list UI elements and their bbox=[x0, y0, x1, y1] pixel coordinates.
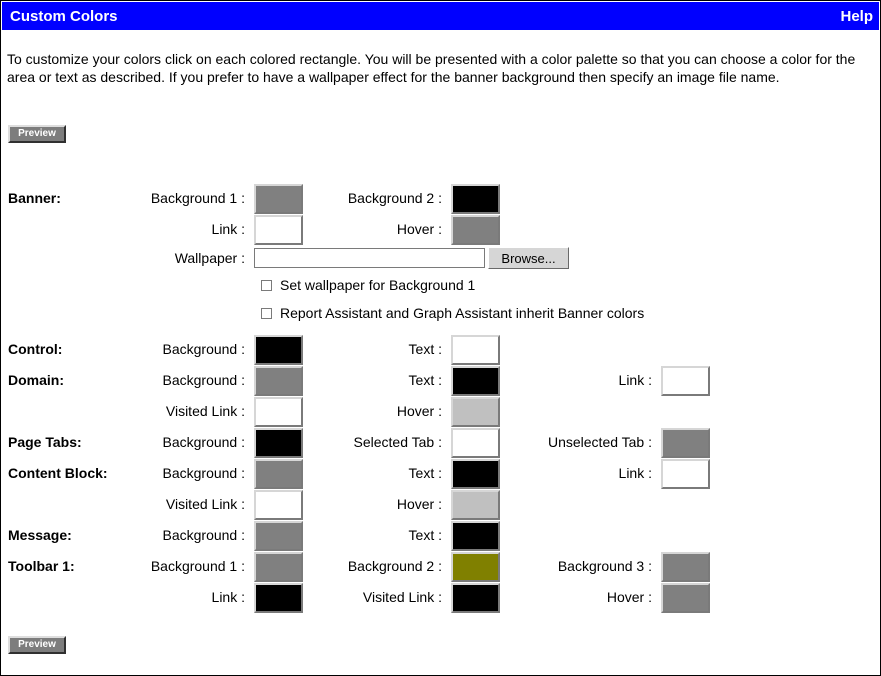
content-block-text-label: Text : bbox=[408, 465, 442, 481]
content-block-text-swatch[interactable] bbox=[451, 459, 500, 489]
content-block-link-label: Link : bbox=[618, 465, 652, 481]
title-bar bbox=[2, 2, 879, 30]
banner-background2-label: Background 2 : bbox=[347, 190, 442, 206]
content-block-visited-link-swatch[interactable] bbox=[254, 490, 303, 520]
page-title: Custom Colors bbox=[10, 8, 118, 25]
set-wallpaper-label: Set wallpaper for Background 1 bbox=[280, 277, 476, 293]
section-page-tabs: Page Tabs: bbox=[8, 434, 82, 450]
content-block-hover-swatch[interactable] bbox=[451, 490, 500, 520]
banner-hover-label: Hover : bbox=[396, 221, 442, 237]
toolbar1-hover-label: Hover : bbox=[606, 589, 652, 605]
page-tabs-unselected-tab-swatch[interactable] bbox=[661, 428, 710, 458]
preview-button-top[interactable]: Preview bbox=[8, 125, 66, 143]
banner-background2-swatch[interactable] bbox=[451, 184, 500, 214]
set-wallpaper-checkbox[interactable] bbox=[261, 280, 272, 291]
message-text-label: Text : bbox=[408, 527, 442, 543]
section-message: Message: bbox=[8, 527, 72, 543]
domain-link-label: Link : bbox=[618, 372, 652, 388]
content-block-hover-label: Hover : bbox=[396, 496, 442, 512]
banner-link-swatch[interactable] bbox=[254, 215, 303, 245]
message-text-swatch[interactable] bbox=[451, 521, 500, 551]
banner-hover-swatch[interactable] bbox=[451, 215, 500, 245]
intro-text: To customize your colors click on each colored rectangle. You will be presented with a color palette so that you can choose a color for the area or text as described. If you prefer to have a wallpaper effect for the banner background then specify an image file name. bbox=[7, 51, 856, 85]
message-background-swatch[interactable] bbox=[254, 521, 303, 551]
domain-link-swatch[interactable] bbox=[661, 366, 710, 396]
section-domain: Domain: bbox=[8, 372, 64, 388]
domain-hover-label: Hover : bbox=[396, 403, 442, 419]
toolbar1-background3-swatch[interactable] bbox=[661, 552, 710, 582]
domain-visited-link-swatch[interactable] bbox=[254, 397, 303, 427]
inherit-banner-colors-checkbox[interactable] bbox=[261, 308, 272, 319]
control-text-label: Text : bbox=[408, 341, 442, 357]
browse-button[interactable]: Browse... bbox=[488, 247, 569, 269]
content-block-background-label: Background : bbox=[162, 465, 245, 481]
domain-text-label: Text : bbox=[408, 372, 442, 388]
domain-background-label: Background : bbox=[162, 372, 245, 388]
inherit-banner-colors-label: Report Assistant and Graph Assistant inherit Banner colors bbox=[280, 305, 645, 321]
domain-visited-link-label: Visited Link : bbox=[165, 403, 245, 419]
page-tabs-selected-tab-swatch[interactable] bbox=[451, 428, 500, 458]
toolbar1-background2-swatch[interactable] bbox=[451, 552, 500, 582]
toolbar1-visited-link-label: Visited Link : bbox=[362, 589, 442, 605]
toolbar1-background3-label: Background 3 : bbox=[557, 558, 652, 574]
toolbar1-visited-link-swatch[interactable] bbox=[451, 583, 500, 613]
page-tabs-background-label: Background : bbox=[162, 434, 245, 450]
help-link[interactable]: Help bbox=[840, 8, 873, 25]
content-block-visited-link-label: Visited Link : bbox=[165, 496, 245, 512]
page-tabs-unselected-tab-label: Unselected Tab : bbox=[547, 434, 652, 450]
section-toolbar1: Toolbar 1: bbox=[8, 558, 75, 574]
page-tabs-background-swatch[interactable] bbox=[254, 428, 303, 458]
content-block-link-swatch[interactable] bbox=[661, 459, 710, 489]
wallpaper-input[interactable] bbox=[254, 248, 485, 268]
toolbar1-hover-swatch[interactable] bbox=[661, 583, 710, 613]
banner-link-label: Link : bbox=[211, 221, 245, 237]
control-text-swatch[interactable] bbox=[451, 335, 500, 365]
control-background-label: Background : bbox=[162, 341, 245, 357]
toolbar1-background1-swatch[interactable] bbox=[254, 552, 303, 582]
domain-background-swatch[interactable] bbox=[254, 366, 303, 396]
section-control: Control: bbox=[8, 341, 63, 357]
toolbar1-link-swatch[interactable] bbox=[254, 583, 303, 613]
message-background-label: Background : bbox=[162, 527, 245, 543]
wallpaper-label: Wallpaper : bbox=[174, 250, 245, 266]
section-content-block: Content Block: bbox=[8, 465, 108, 481]
toolbar1-background1-label: Background 1 : bbox=[150, 558, 245, 574]
banner-background1-label: Background 1 : bbox=[150, 190, 245, 206]
content-block-background-swatch[interactable] bbox=[254, 459, 303, 489]
banner-background1-swatch[interactable] bbox=[254, 184, 303, 214]
section-banner: Banner: bbox=[8, 190, 61, 206]
control-background-swatch[interactable] bbox=[254, 335, 303, 365]
preview-button-bottom[interactable]: Preview bbox=[8, 636, 66, 654]
toolbar1-link-label: Link : bbox=[211, 589, 245, 605]
domain-text-swatch[interactable] bbox=[451, 366, 500, 396]
toolbar1-background2-label: Background 2 : bbox=[347, 558, 442, 574]
domain-hover-swatch[interactable] bbox=[451, 397, 500, 427]
page-tabs-selected-tab-label: Selected Tab : bbox=[353, 434, 442, 450]
